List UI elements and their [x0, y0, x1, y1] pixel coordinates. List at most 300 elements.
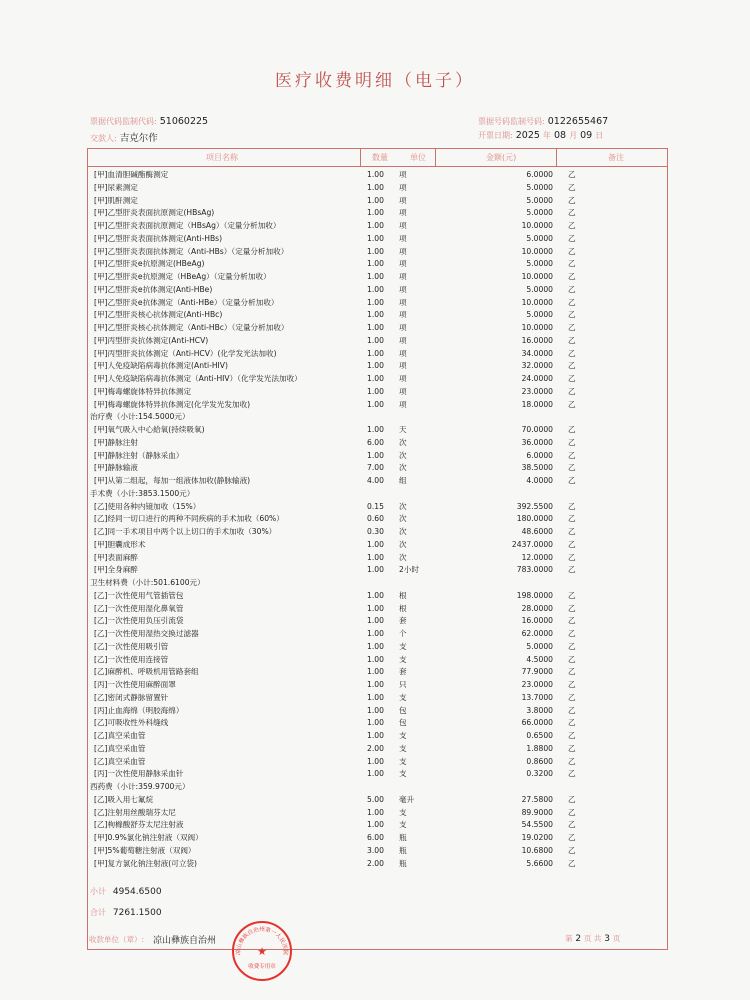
item-note: 乙: [568, 450, 576, 460]
table-row: [88, 386, 667, 399]
table-row: [88, 399, 667, 412]
item-unit: 项: [399, 170, 407, 179]
item-qty: 2.00: [367, 743, 384, 753]
item-name: [甲]胆囊成形术: [94, 539, 146, 549]
item-note: 乙: [568, 756, 576, 766]
item-amount: 5.0000: [526, 310, 553, 320]
table-row: [88, 246, 667, 259]
item-qty: 1.00: [367, 284, 384, 294]
item-qty: 1.00: [367, 450, 384, 460]
table-row: [88, 807, 667, 820]
item-unit: 组: [399, 476, 407, 485]
item-qty: 2.00: [367, 858, 384, 868]
item-note: 乙: [568, 820, 576, 830]
item-qty: 1.00: [367, 335, 384, 345]
item-qty: 1.00: [367, 246, 384, 256]
item-amount: 0.8600: [526, 756, 553, 766]
item-amount: 198.0000: [516, 590, 553, 600]
item-note: 乙: [568, 335, 576, 345]
item-unit: 瓶: [399, 858, 407, 868]
item-name: [甲]乙型肝炎表面抗体测定(Anti-HBs): [94, 233, 223, 243]
item-amount: 5.0000: [526, 259, 553, 269]
item-amount: 5.0000: [526, 182, 553, 192]
table-row: [88, 309, 667, 322]
table-row: [88, 666, 667, 679]
category-subtotal: 卫生材料费（小计:501.6100元）: [90, 578, 205, 587]
item-qty: 4.00: [367, 476, 384, 485]
item-unit: 项: [399, 335, 407, 345]
item-amount: 48.6000: [521, 527, 553, 536]
item-unit: 次: [399, 437, 407, 447]
item-note: 乙: [568, 603, 576, 613]
item-qty: 1.00: [367, 667, 384, 677]
table-row: [88, 590, 667, 603]
col-qty-header: 数量: [372, 153, 388, 162]
item-unit: 支: [399, 654, 407, 664]
item-note: 乙: [568, 807, 576, 817]
item-qty: 1.00: [367, 386, 384, 396]
item-amount: 89.9000: [521, 807, 553, 817]
item-note: 乙: [568, 539, 576, 549]
item-name: [甲]血清胆碱酯酶测定: [94, 170, 169, 179]
item-note: 乙: [568, 654, 576, 664]
item-name: [甲]乙型肝炎e抗体测定（Anti-HBe）（定量分析加收）: [94, 297, 279, 307]
item-unit: 项: [399, 246, 407, 256]
table-row: [88, 858, 667, 871]
table-row: [88, 768, 667, 781]
table-header: [88, 149, 667, 167]
item-note: 乙: [568, 565, 576, 575]
item-name: [甲]5%葡萄糖注射液（双阀）: [94, 845, 196, 855]
item-name: [乙]枸橼酸舒芬太尼注射液: [94, 820, 184, 830]
item-note: 乙: [568, 323, 576, 332]
item-amount: 783.0000: [516, 565, 553, 575]
issue-date-label: 开票日期:: [478, 131, 513, 140]
table-body: [88, 169, 667, 870]
item-qty: 5.00: [367, 794, 384, 804]
item-unit: 根: [399, 603, 407, 613]
col-note-header: 备注: [608, 153, 624, 162]
item-name: [乙]同一手术项目中两个以上切口的手术加收（30%）: [94, 527, 277, 536]
item-note: 乙: [568, 705, 576, 715]
item-unit: 项: [399, 233, 407, 243]
item-amount: 10.0000: [521, 297, 553, 307]
table-row: [88, 819, 667, 832]
item-name: [甲]人免疫缺陷病毒抗体测定(Anti-HIV): [94, 361, 228, 371]
table-row: [88, 832, 667, 845]
table-row: [88, 654, 667, 667]
item-name: [甲]梅毒螺旋体特异抗体测定(化学发光发加收): [94, 399, 251, 409]
issue-year: 2025: [515, 130, 540, 141]
item-note: 乙: [568, 348, 576, 358]
item-unit: 瓶: [399, 845, 407, 855]
item-note: 乙: [568, 437, 576, 447]
item-note: 乙: [568, 527, 576, 536]
item-note: 乙: [568, 297, 576, 307]
table-row: [88, 271, 667, 284]
item-name: [乙]经同一切口进行的两种不同疾病的手术加收（60%）: [94, 514, 284, 524]
item-note: 乙: [568, 794, 576, 804]
item-qty: 3.00: [367, 845, 384, 855]
footer: [87, 930, 668, 950]
item-name: [乙]一次性使用湿热交换过滤器: [94, 629, 199, 638]
item-amount: 70.0000: [521, 425, 553, 434]
item-amount: 24.0000: [521, 374, 553, 383]
category-subtotal: 西药费（小计:359.9700元）: [90, 782, 190, 791]
item-amount: 16.0000: [521, 335, 553, 345]
item-note: 乙: [568, 718, 576, 728]
table-row: [88, 628, 667, 641]
category-subtotal: 手术费（小计:3853.1500元）: [90, 488, 195, 498]
item-unit: 支: [399, 731, 407, 740]
hospital-seal: [231, 920, 293, 982]
item-amount: 10.0000: [521, 323, 553, 332]
item-qty: 1.00: [367, 361, 384, 371]
item-qty: 1.00: [367, 233, 384, 243]
table-row: [88, 207, 667, 220]
seal-subtext: 收费专用章: [248, 964, 276, 970]
item-qty: 1.00: [367, 259, 384, 269]
item-name: [甲]氧气吸入中心給氧(持续吸氧): [94, 425, 205, 434]
item-qty: 1.00: [367, 590, 384, 600]
page-title: 医疗收费明细（电子）: [275, 71, 475, 91]
table-row: [88, 195, 667, 208]
item-unit: 根: [399, 590, 407, 600]
svg-text:★: ★: [257, 945, 267, 958]
item-name: [甲]乙型肝炎表面抗原测定(HBsAg): [94, 208, 215, 218]
item-amount: 19.0200: [521, 833, 553, 842]
payer-name: 吉克尔作: [119, 133, 158, 144]
item-amount: 23.0000: [521, 386, 553, 396]
col-unit-header: 单位: [410, 153, 426, 162]
item-amount: 1.8800: [526, 743, 553, 753]
table-row: [88, 756, 667, 769]
item-unit: 天: [399, 425, 407, 434]
payer-label: 交款人:: [90, 134, 117, 143]
item-name: [乙]真空采血管: [94, 731, 146, 740]
table-row: [88, 437, 667, 450]
item-name: [甲]乙型肝炎核心抗体测定（Anti-HBc）（定量分析加收）: [94, 323, 289, 332]
item-name: [甲]静脉输液: [94, 463, 138, 473]
item-note: 乙: [568, 361, 576, 371]
item-qty: 1.00: [367, 616, 384, 626]
item-note: 乙: [568, 463, 576, 473]
item-amount: 13.7000: [521, 692, 553, 702]
item-note: 乙: [568, 769, 576, 779]
table-row: [88, 501, 667, 514]
item-amount: 4.0000: [526, 476, 553, 485]
item-qty: 1.00: [367, 182, 384, 192]
item-amount: 180.0000: [516, 514, 553, 524]
item-note: 乙: [568, 743, 576, 753]
item-note: 乙: [568, 221, 576, 230]
item-unit: 包: [399, 718, 407, 728]
issue-month: 08: [553, 130, 567, 141]
item-unit: 项: [399, 284, 407, 294]
table-row: [88, 360, 667, 373]
table-row: [88, 297, 667, 310]
item-unit: 支: [399, 641, 407, 651]
item-unit: 项: [399, 310, 407, 320]
item-qty: 0.30: [367, 527, 384, 536]
item-qty: 1.00: [367, 539, 384, 549]
item-amount: 23.0000: [521, 680, 553, 689]
subtotal-value: 4954.6500: [112, 887, 162, 897]
item-unit: 次: [399, 552, 407, 562]
bill-code-label: 票据代码监制代码:: [90, 117, 157, 126]
item-name: [甲]乙型肝炎表面抗体测定（Anti-HBs）（定量分析加收）: [94, 246, 289, 256]
payer-line: [90, 130, 158, 144]
item-unit: 包: [399, 705, 407, 715]
item-note: 乙: [568, 374, 576, 383]
item-amount: 0.6500: [526, 731, 553, 740]
item-qty: 1.00: [367, 756, 384, 766]
col-name-header: 项目名称: [206, 153, 238, 162]
item-amount: 4.5000: [526, 654, 553, 664]
item-amount: 18.0000: [521, 399, 553, 409]
item-name: [乙]一次性使用连接管: [94, 654, 169, 664]
item-name: [乙]使用各种内镜加收（15%）: [94, 501, 201, 511]
item-note: 乙: [568, 476, 576, 485]
item-amount: 36.0000: [521, 437, 553, 447]
item-name: [甲]梅毒螺旋体特异抗体测定: [94, 386, 192, 396]
item-note: 乙: [568, 858, 576, 868]
table-row: [88, 322, 667, 335]
item-unit: 支: [399, 692, 407, 702]
table-row: [88, 335, 667, 348]
item-amount: 28.0000: [521, 603, 553, 613]
item-unit: 次: [399, 539, 407, 549]
item-unit: 个: [399, 629, 407, 638]
item-note: 乙: [568, 667, 576, 677]
table-row: [88, 462, 667, 475]
item-qty: 1.00: [367, 208, 384, 218]
item-name: [甲]乙型肝炎核心抗体测定(Anti-HBc): [94, 310, 223, 320]
item-unit: 项: [399, 323, 407, 332]
item-amount: 5.0000: [526, 284, 553, 294]
item-unit: 项: [399, 399, 407, 409]
subtotal-line: [90, 886, 162, 897]
col-amount-header: 金额(元): [486, 153, 517, 162]
item-amount: 66.0000: [521, 718, 553, 728]
item-qty: 1.00: [367, 552, 384, 562]
item-qty: 1.00: [367, 820, 384, 830]
table-row: [88, 794, 667, 807]
item-qty: 1.00: [367, 221, 384, 230]
table-row: [88, 845, 667, 858]
item-note: 乙: [568, 233, 576, 243]
item-qty: 1.00: [367, 807, 384, 817]
item-note: 乙: [568, 629, 576, 638]
item-name: [乙]麻醉机、呼吸机用管路套组: [94, 667, 199, 677]
item-name: [丙]止血海绵（明胶海绵）: [94, 705, 184, 715]
item-amount: 10.6800: [521, 845, 553, 855]
table-row: [88, 284, 667, 297]
table-row: [88, 169, 667, 182]
item-note: 乙: [568, 272, 576, 281]
item-amount: 12.0000: [521, 552, 553, 562]
item-name: [甲]静脉注射（静脉采血）: [94, 450, 184, 460]
item-note: 乙: [568, 425, 576, 434]
item-qty: 1.00: [367, 170, 384, 179]
item-name: [丙]一次性使用静脉采血针: [94, 769, 184, 779]
item-unit: 套: [399, 616, 407, 626]
item-unit: 项: [399, 272, 407, 281]
table-row: [88, 513, 667, 526]
item-unit: 只: [399, 680, 407, 689]
item-name: [甲]从第二组起，每加一组液体加收(静脉输液): [94, 476, 251, 485]
item-qty: 7.00: [367, 463, 384, 473]
item-amount: 5.0000: [526, 195, 553, 205]
table-row: [88, 717, 667, 730]
item-note: 乙: [568, 833, 576, 842]
item-qty: 1.00: [367, 348, 384, 358]
item-qty: 1.00: [367, 629, 384, 638]
subtotal-label: 小计: [90, 887, 106, 896]
table-row: [88, 564, 667, 577]
day-char: 日: [595, 131, 604, 140]
item-qty: 1.00: [367, 680, 384, 689]
item-note: 乙: [568, 501, 576, 511]
item-unit: 次: [399, 514, 407, 524]
item-note: 乙: [568, 310, 576, 320]
item-qty: 1.00: [367, 272, 384, 281]
item-unit: 次: [399, 463, 407, 473]
payee-name: 凉山彝族自治州: [153, 936, 217, 946]
item-qty: 1.00: [367, 297, 384, 307]
item-unit: 支: [399, 807, 407, 817]
page-number: 2: [575, 934, 582, 944]
item-unit: 支: [399, 769, 407, 779]
item-note: 乙: [568, 182, 576, 192]
total-line: [90, 907, 162, 918]
item-unit: 毫升: [399, 794, 415, 804]
item-note: 乙: [568, 259, 576, 269]
table-row: [88, 641, 667, 654]
item-qty: 1.00: [367, 718, 384, 728]
item-name: [乙]真空采血管: [94, 743, 146, 753]
item-name: [甲]尿素测定: [94, 182, 138, 192]
item-unit: 项: [399, 195, 407, 205]
item-name: [甲]全身麻醉: [94, 565, 138, 575]
item-amount: 0.3200: [526, 769, 553, 779]
table-row: [88, 552, 667, 565]
charge-table: [87, 148, 668, 950]
item-name: [甲]肌酐测定: [94, 195, 138, 205]
item-amount: 10.0000: [521, 246, 553, 256]
table-row: [88, 743, 667, 756]
item-note: 乙: [568, 514, 576, 524]
item-note: 乙: [568, 246, 576, 256]
item-name: [甲]人免疫缺陷病毒抗体测定（Anti-HIV）（化学发光法加收）: [94, 374, 302, 383]
item-unit: 项: [399, 374, 407, 383]
item-unit: 项: [399, 348, 407, 358]
item-name: [甲]乙型肝炎e抗原测定(HBeAg): [94, 259, 205, 269]
item-unit: 次: [399, 450, 407, 460]
item-note: 乙: [568, 590, 576, 600]
item-unit: 项: [399, 221, 407, 230]
item-qty: 1.00: [367, 692, 384, 702]
item-amount: 5.0000: [526, 233, 553, 243]
item-amount: 6.0000: [526, 450, 553, 460]
item-qty: 1.00: [367, 399, 384, 409]
item-name: [乙]密闭式静脉留置针: [94, 692, 169, 702]
item-name: [甲]复方氯化钠注射液(可立袋): [94, 858, 197, 868]
bill-code: 51060225: [159, 116, 209, 127]
bill-code-line: [90, 116, 208, 127]
item-amount: 62.0000: [521, 629, 553, 638]
item-unit: 项: [399, 208, 407, 218]
item-qty: 1.00: [367, 374, 384, 383]
item-qty: 1.00: [367, 323, 384, 332]
item-qty: 1.00: [367, 731, 384, 740]
item-name: [甲]丙型肝炎抗体测定(Anti-HCV): [94, 335, 209, 345]
bill-no-label: 票据号码监制号码:: [478, 117, 545, 126]
item-note: 乙: [568, 616, 576, 626]
table-row: [88, 258, 667, 271]
category-subtotal: 治疗费（小计:154.5000元）: [90, 412, 190, 422]
item-unit: 瓶: [399, 833, 407, 842]
page-prefix: 第: [565, 934, 573, 943]
table-row: [88, 348, 667, 361]
item-name: [甲]静脉注射: [94, 437, 138, 447]
table-row: [88, 475, 667, 488]
page-indicator: [565, 933, 620, 944]
item-qty: 1.00: [367, 769, 384, 779]
item-amount: 77.9000: [521, 667, 553, 677]
payee-label: 收款单位（章）:: [89, 935, 145, 944]
item-qty: 1.00: [367, 603, 384, 613]
item-qty: 1.00: [367, 654, 384, 664]
item-name: [乙]注射用丝酸瑞芬太尼: [94, 807, 176, 817]
month-char: 月: [569, 131, 578, 140]
item-note: 乙: [568, 845, 576, 855]
item-amount: 54.5500: [521, 820, 553, 830]
page-mid: 页 共: [583, 934, 602, 943]
item-unit: 支: [399, 743, 407, 753]
page-total: 3: [604, 934, 610, 944]
item-amount: 3.8000: [526, 705, 553, 715]
item-qty: 1.00: [367, 425, 384, 434]
table-row: [88, 539, 667, 552]
total-label: 合计: [90, 908, 106, 917]
item-amount: 5.0000: [526, 208, 553, 218]
item-unit: 套: [399, 667, 407, 677]
item-note: 乙: [568, 692, 576, 702]
item-name: [乙]一次性使用负压引流袋: [94, 616, 184, 626]
item-name: [乙]一次性使用气管插管包: [94, 590, 184, 600]
item-name: [甲]0.9%氯化钠注射液（双阀）: [94, 833, 203, 842]
item-amount: 5.6600: [526, 858, 553, 868]
table-row: [88, 450, 667, 463]
table-row: [88, 233, 667, 246]
item-unit: 次: [399, 527, 407, 536]
item-amount: 34.0000: [521, 348, 553, 358]
table-row: [88, 603, 667, 616]
item-amount: 2437.0000: [511, 539, 553, 549]
item-qty: 6.00: [367, 833, 384, 842]
table-row: [88, 424, 667, 437]
item-amount: 16.0000: [521, 616, 553, 626]
item-unit: 项: [399, 386, 407, 396]
item-name: [乙]一次性使用吸引管: [94, 641, 169, 651]
item-note: 乙: [568, 208, 576, 218]
total-value: 7261.1500: [112, 908, 162, 918]
item-qty: 0.15: [367, 501, 384, 511]
item-amount: 6.0000: [526, 170, 553, 179]
item-unit: 项: [399, 361, 407, 371]
item-name: [乙]真空采血管: [94, 756, 146, 766]
